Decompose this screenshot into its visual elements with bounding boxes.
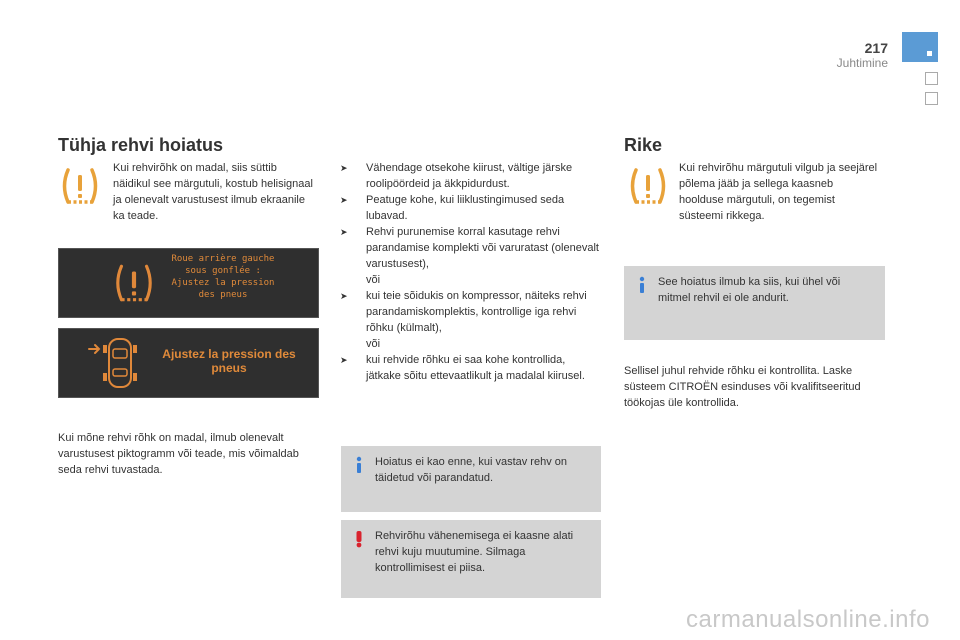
- action-list: [340, 160, 602, 384]
- low-pressure-intro: Kui rehvirõhk on madal, siis süttib näidikul see märgutuli, kostub helisignaal ja olenevalt varustusest ilmub ekraanile ka teade.: [113, 162, 313, 222]
- info-icon: [634, 276, 650, 294]
- list-item: ➤ Rehvi purunemise korral kasutage rehvi parandamise komplekti või varuratast (olenevalt varustusest),: [340, 226, 599, 270]
- info-note-text: Hoiatus ei kao enne, kui vastav rehv on täidetud või parandatud.: [375, 456, 568, 484]
- list-item: ➤ kui rehvide rõhku ei saa kohe kontrollida, jätkake sõitu ettevaatlikult ja madalal kiirusel.: [340, 354, 585, 382]
- list-item: ➤ kui teie sõidukis on kompressor, näiteks rehvi parandamiskomplektis, kontrollige iga rehvi rõhku (külmalt),: [340, 290, 587, 334]
- instrument-display-message: [58, 248, 319, 318]
- low-pressure-identify-text: Kui mõne rehvi rõhk on madal, ilmub olenevalt varustusest piktogramm või teade, mis võimaldab seda rehvi tuvastada.: [58, 432, 299, 476]
- page-number: 217: [864, 40, 888, 56]
- display-pictogram-text: Ajustez la pression des pneus: [162, 347, 296, 375]
- watermark: carmanualsonline.info: [686, 606, 930, 633]
- display-message-text: Roue arrière gauche sous gonflée : Ajustez la pression des pneus: [171, 254, 275, 300]
- chapter-tab: [925, 72, 938, 85]
- list-separator: või: [366, 274, 381, 286]
- exclamation-icon: [351, 530, 367, 548]
- tyre-pressure-warning-icon: [626, 166, 670, 206]
- list-separator: või: [366, 338, 381, 350]
- info-note-text: See hoiatus ilmub ka siis, kui ühel või mitmel rehvil ei ole andurit.: [658, 276, 841, 304]
- car-top-view-icon: [85, 333, 155, 393]
- chapter-tab: [925, 92, 938, 105]
- info-icon: [351, 456, 367, 474]
- tyre-pressure-warning-icon: [58, 166, 102, 206]
- section-title-malfunction: Rike: [624, 135, 663, 155]
- info-note-box: [341, 446, 601, 512]
- section-title-low-pressure: Tühja rehvi hoiatus: [58, 135, 224, 155]
- list-item: ➤ Vähendage otsekohe kiirust, vältige järske roolipöördeid ja äkkpidurdust.: [340, 162, 573, 190]
- tyre-pressure-warning-icon: [111, 260, 157, 306]
- list-item: ➤ Peatuge kohe, kui liiklustingimused seda lubavad.: [340, 194, 565, 222]
- instrument-display-pictogram: [58, 328, 319, 398]
- warning-note-text: Rehvirõhu vähenemisega ei kaasne alati rehvi kuju muutumine. Silmaga kontrollimisest ei piisa.: [375, 530, 574, 574]
- warning-note-box: [341, 520, 601, 598]
- malfunction-intro: Kui rehvirõhu märgutuli vilgub ja seejärel põlema jääb ja sellega kaasneb hoolduse märgutuli, on tegemist süsteemi rikkega.: [679, 162, 878, 222]
- malfunction-bottom-text: Sellisel juhul rehvide rõhku ei kontrollita. Laske süsteem CITROËN esinduses või kvalifitseeritud töökojas üle kontrollida.: [624, 365, 861, 409]
- chapter-tab-active: [902, 32, 938, 62]
- chapter-name: Juhtimine: [836, 56, 888, 70]
- info-note-box: [624, 266, 885, 340]
